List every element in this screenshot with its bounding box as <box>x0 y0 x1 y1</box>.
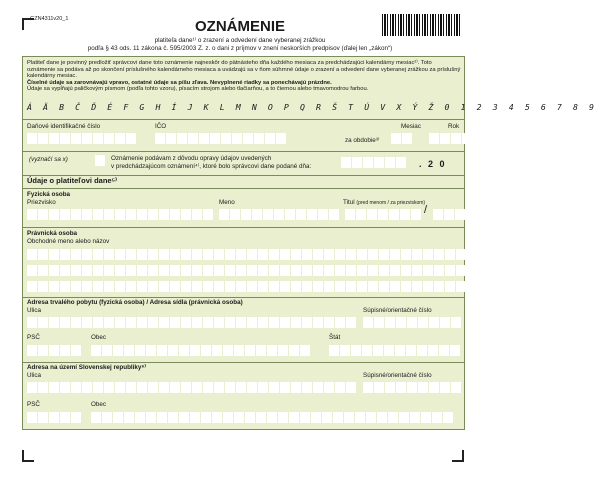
address2-street-input[interactable] <box>27 382 356 393</box>
address2-number-input[interactable] <box>363 382 461 393</box>
intro-paragraph-2: Údaje sa vypĺňajú paličkovým písmom (podľa tohto vzoru), písacím strojom alebo tlačiarňou, a to čiernou alebo tmavomodrou farbou. <box>27 86 369 93</box>
legal-name-input-3[interactable] <box>27 281 466 292</box>
address2-header: Adresa na území Slovenskej republiky⁶⁾ <box>27 364 146 371</box>
ico-input[interactable] <box>155 133 286 144</box>
address1-header: Adresa trvalého pobytu (fyzická osoba) / Adresa sídla (právnická osoba) <box>27 299 243 306</box>
address1-number-input[interactable] <box>363 317 461 328</box>
surname-input[interactable] <box>27 209 213 220</box>
address1-state-input[interactable] <box>329 345 460 356</box>
year-label: Rok <box>448 123 460 130</box>
date-year-prefix: . 2 0 <box>419 159 447 169</box>
corner-mark-bottom-left <box>22 450 34 462</box>
month-label: Mesiac <box>401 123 421 130</box>
address2-section <box>23 362 464 363</box>
year-input[interactable] <box>429 133 472 144</box>
intro-paragraph: Platiteľ dane je povinný predložiť správcovi dane toto oznámenie najneskôr do pätnásteho dňa každého mesiaca za predchádzajúci kalendárny mesiac²⁾. Toto oznámenie sa podáva až po skončení príslušného kalendárneho mesiaca a uvádzajú sa v ňom súhrnné údaje o zrazení a odvedení dane vyberanej zrážkou za príslušný kalendárny mesiac. <box>27 60 461 80</box>
legal-section <box>23 227 464 228</box>
title-label-text: Titul <box>343 199 355 206</box>
address2-zip-input[interactable] <box>27 412 81 423</box>
address1-number-label: Súpisné/orientačné číslo <box>363 307 432 314</box>
title-label <box>343 199 425 207</box>
address2-street-label: Ulica <box>27 372 41 379</box>
physical-header: Fyzická osoba <box>27 191 71 198</box>
address1-street-input[interactable] <box>27 317 356 328</box>
address1-city-input[interactable] <box>91 345 310 356</box>
surname-label: Priezvisko <box>27 199 56 206</box>
corrective-checkbox[interactable] <box>95 155 105 166</box>
legal-name-label: Obchodné meno alebo názov <box>27 238 110 245</box>
address1-section <box>23 297 464 298</box>
title-after-input[interactable] <box>433 209 465 220</box>
address2-number-label: Súpisné/orientačné číslo <box>363 372 432 379</box>
corner-mark-bottom-right <box>452 450 464 462</box>
address1-street-label: Ulica <box>27 307 41 314</box>
letter-sample: Á Ä B Č Ď É F G H Í J K L M N O P Q R Š T Ú V X Ý Ž 0 1 2 3 4 5 6 7 8 9 <box>27 102 597 112</box>
intro-bold-rule: Číselné údaje sa zarovnávajú vpravo, ostatné údaje sa píšu zľava. Nevyplnené riadky sa ponechávajú prázdne. <box>27 79 332 86</box>
subtitle-line-2: podľa § 43 ods. 11 zákona č. 595/2003 Z. z. o dani z príjmov v znení neskorších predpisov (ďalej len „zákon“) <box>87 45 393 52</box>
name-label: Meno <box>219 199 235 206</box>
title-before-input[interactable] <box>345 209 421 220</box>
corrective-date-input[interactable] <box>341 157 406 168</box>
address1-zip-label: PSČ <box>27 334 40 341</box>
name-input[interactable] <box>219 209 339 220</box>
legal-header: Právnická osoba <box>27 230 78 237</box>
mark-note: (vyznačí sa x) <box>29 156 68 163</box>
period-label: za obdobie³⁾ <box>345 137 380 144</box>
page-title: OZNÁMENIE <box>195 18 285 35</box>
address2-city-label: Obec <box>91 401 107 408</box>
month-input[interactable] <box>391 133 412 144</box>
form-body <box>22 56 597 430</box>
title-label-note: (pred menom / za priezviskom) <box>356 200 426 206</box>
address1-city-label: Obec <box>91 334 107 341</box>
dic-input[interactable] <box>27 133 136 144</box>
intro-text <box>27 60 461 93</box>
corrective-text-1: Oznámenie podávam z dôvodu opravy údajov uvedených <box>111 155 272 162</box>
title-slash: / <box>424 204 428 216</box>
address2-city-input[interactable] <box>91 412 453 423</box>
id-section <box>23 119 464 120</box>
corrective-section <box>23 151 464 152</box>
payer-header: Údaje o platiteľovi dane⁵⁾ <box>27 176 117 185</box>
address2-zip-label: PSČ <box>27 401 40 408</box>
corrective-text-2: v predchádzajúcom oznámení⁴⁾, ktoré bolo správcovi dane podané dňa: <box>111 163 312 170</box>
dic-label: Daňové identifikačné číslo <box>27 123 101 130</box>
physical-section <box>23 188 464 189</box>
ico-label: IČO <box>155 123 167 130</box>
form-code: GZN4311v20_1 <box>30 16 69 22</box>
subtitle-line-1: platiteľa dane¹⁾ o zrazení a odvedení dane vyberanej zrážkou <box>154 37 326 44</box>
address1-zip-input[interactable] <box>27 345 81 356</box>
legal-name-input-1[interactable] <box>27 249 466 260</box>
address1-state-label: Štát <box>329 334 341 341</box>
legal-name-input-2[interactable] <box>27 265 466 276</box>
